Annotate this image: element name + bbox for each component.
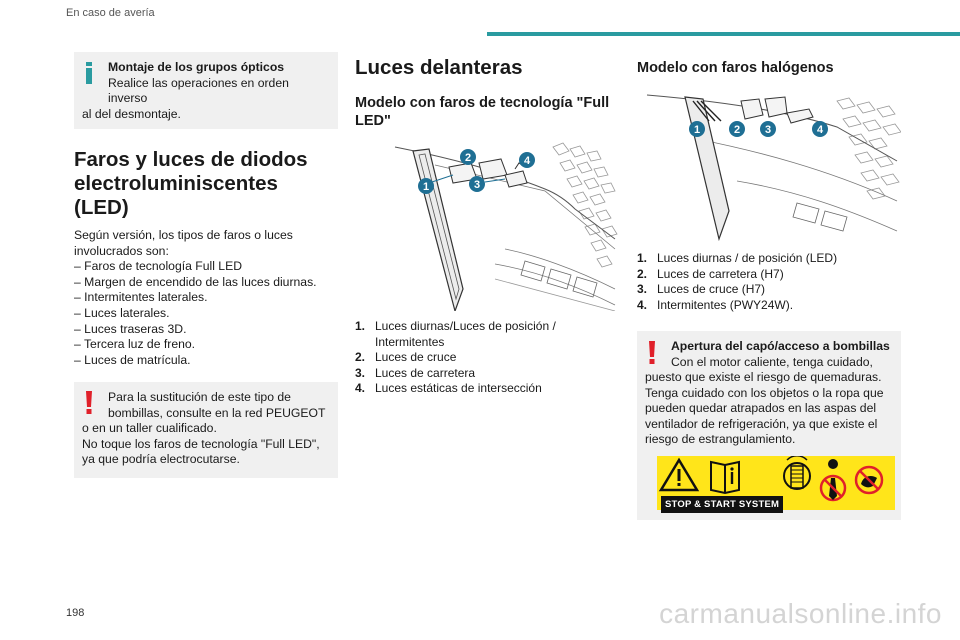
callout-number: 1 bbox=[693, 124, 701, 136]
warning-line: ya que podría electrocutarse. bbox=[82, 452, 240, 467]
legend-row bbox=[355, 381, 619, 397]
callout-1 bbox=[689, 121, 705, 137]
fan-belt-icon bbox=[784, 456, 810, 489]
legend-number: 3. bbox=[637, 282, 648, 297]
callout-2 bbox=[460, 149, 476, 165]
led-list-item: – Faros de tecnología Full LED bbox=[74, 259, 243, 274]
led-heading-line: Faros y luces de diodos bbox=[74, 148, 308, 171]
led-heading bbox=[74, 148, 338, 220]
hood-warning-line: puesto que existe el riesgo de quemaduras. bbox=[645, 370, 882, 385]
legend-number: 3. bbox=[355, 365, 366, 380]
legend-number: 4. bbox=[637, 297, 648, 312]
legend-row bbox=[637, 282, 901, 298]
legend-row bbox=[355, 350, 619, 366]
led-list-item: – Margen de encendido de las luces diurnas. bbox=[74, 274, 317, 289]
grille-pattern bbox=[553, 143, 617, 267]
info-box-title: Montaje de los grupos ópticos bbox=[108, 60, 285, 74]
led-section bbox=[74, 148, 338, 478]
column-middle bbox=[355, 52, 619, 397]
column-left bbox=[74, 52, 338, 478]
warning-line: Para la sustitución de este tipo de bbox=[108, 390, 291, 405]
section-title: En caso de avería bbox=[66, 7, 155, 19]
legend-text: Luces diurnas / de posición (LED) bbox=[657, 251, 838, 265]
led-list-item: – Luces de matrícula. bbox=[74, 352, 191, 367]
led-list-item: – Tercera luz de freno. bbox=[74, 337, 196, 352]
legend-number: 1. bbox=[637, 251, 648, 265]
callout-number: 3 bbox=[473, 179, 481, 191]
warning-line: No toque los faros de tecnología "Full LED", bbox=[82, 436, 320, 451]
callout-number: 1 bbox=[422, 181, 430, 193]
watermark-text: carmanualsonline.info bbox=[659, 598, 942, 629]
hood-warning-line: pueden quedar atrapados en las aspas del bbox=[645, 401, 877, 416]
legend-text: Luces de carretera (H7) bbox=[657, 266, 784, 281]
callout-4 bbox=[519, 152, 535, 168]
legend-row bbox=[637, 267, 901, 283]
callout-2 bbox=[729, 121, 745, 137]
fullled-heading-line: Modelo con faros de tecnología "Full bbox=[355, 95, 610, 111]
info-box bbox=[74, 52, 338, 129]
hood-warning-line: Tenga cuidado con los objetos o la ropa que bbox=[645, 385, 884, 400]
led-list-item: – Luces laterales. bbox=[74, 305, 170, 320]
warning-line: o en un taller cualificado. bbox=[82, 421, 217, 436]
led-heading-line: electroluminiscentes (LED) bbox=[74, 172, 278, 219]
legend-text: Luces estáticas de intersección bbox=[375, 381, 542, 396]
halogen-heading: Modelo con faros halógenos bbox=[637, 60, 834, 76]
halogen-headlamp-diagram bbox=[637, 91, 901, 241]
no-tie-icon bbox=[821, 459, 845, 500]
hood-warning-title: Apertura del capó/acceso a bombillas bbox=[671, 339, 890, 354]
lamp-unit bbox=[765, 97, 787, 117]
callout-3 bbox=[760, 121, 776, 137]
page-number: 198 bbox=[66, 607, 85, 619]
header-accent-bar bbox=[487, 32, 960, 36]
fullled-heading bbox=[355, 94, 619, 130]
info-box-line: al del desmontaje. bbox=[82, 106, 181, 121]
callout-number: 4 bbox=[816, 124, 824, 136]
legend-number: 2. bbox=[637, 266, 648, 281]
led-warning-box bbox=[74, 382, 338, 478]
headlamp-module bbox=[505, 171, 527, 187]
warning-triangle-icon bbox=[661, 460, 697, 490]
legend-row bbox=[355, 319, 619, 335]
callout-number: 4 bbox=[523, 155, 531, 167]
fullled-legend bbox=[355, 319, 619, 397]
callout-3 bbox=[469, 176, 485, 192]
legend-number: 1. bbox=[355, 319, 366, 333]
legend-number: 4. bbox=[355, 381, 366, 396]
warning-exclamation-icon bbox=[84, 391, 94, 415]
legend-number: 2. bbox=[355, 350, 366, 365]
led-list-item: – Intermitentes laterales. bbox=[74, 290, 208, 305]
hood-warning-line: riesgo de estrangulamiento. bbox=[645, 432, 796, 447]
manual-book-icon bbox=[711, 462, 739, 493]
led-intro: involucrados son: bbox=[74, 243, 169, 258]
callout-1 bbox=[418, 178, 434, 194]
no-hand-icon bbox=[856, 467, 882, 493]
warning-label bbox=[657, 456, 895, 510]
legend-text: Luces de cruce (H7) bbox=[657, 282, 766, 297]
legend-text: Intermitentes bbox=[375, 334, 445, 349]
led-intro: Según versión, los tipos de faros o luces bbox=[74, 228, 293, 242]
callout-number: 3 bbox=[764, 124, 772, 136]
hood-warning-line: Con el motor caliente, tenga cuidado, bbox=[671, 354, 873, 369]
legend-row bbox=[637, 298, 901, 314]
halogen-legend bbox=[637, 251, 901, 313]
callout-number: 2 bbox=[464, 152, 472, 164]
legend-row bbox=[637, 251, 901, 267]
lamp-unit bbox=[741, 99, 763, 119]
legend-number bbox=[355, 335, 375, 351]
hood-warning-box bbox=[637, 331, 901, 520]
legend-text: Luces de carretera bbox=[375, 365, 476, 380]
stop-start-label: STOP & START SYSTEM bbox=[661, 496, 783, 514]
legend-text: Luces de cruce bbox=[375, 350, 457, 365]
lamp-unit bbox=[787, 109, 813, 123]
legend-row bbox=[355, 335, 619, 351]
hood-warning-line: ventilador de refrigeración, ya que existe el bbox=[645, 416, 878, 431]
front-lights-heading: Luces delanteras bbox=[355, 56, 523, 79]
info-icon bbox=[84, 62, 94, 84]
legend-text: Intermitentes (PWY24W). bbox=[657, 297, 794, 312]
callout-number: 2 bbox=[733, 124, 741, 136]
headlamp-module bbox=[479, 159, 507, 179]
column-right bbox=[637, 52, 901, 520]
callout-4 bbox=[812, 121, 828, 137]
legend-text: Luces diurnas/Luces de posición / bbox=[375, 319, 556, 333]
warning-exclamation-icon bbox=[647, 341, 657, 365]
fullled-headlamp-diagram bbox=[355, 139, 619, 311]
legend-row bbox=[355, 366, 619, 382]
fullled-heading-line: LED" bbox=[355, 113, 391, 129]
grille-pattern bbox=[837, 98, 901, 199]
info-box-line: Realice las operaciones en orden inverso bbox=[108, 75, 289, 105]
warning-line: bombillas, consulte en la red PEUGEOT bbox=[108, 405, 326, 420]
led-list-item: – Luces traseras 3D. bbox=[74, 321, 187, 336]
